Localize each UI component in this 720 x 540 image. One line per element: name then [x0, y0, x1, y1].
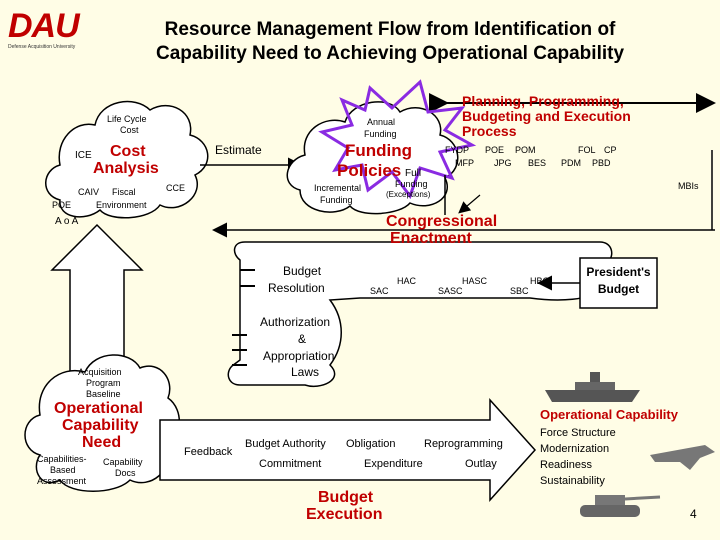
baseline-label: Baseline [86, 389, 121, 399]
operational-capability-heading: Operational Capability [540, 407, 678, 422]
caiv-label: CAIV [78, 187, 100, 197]
cba-line3: Assessment [37, 476, 87, 486]
op-cap-item-2: Modernization [540, 443, 610, 455]
budget-execution-line2: Execution [306, 506, 383, 523]
funding-policies-line1: Funding [345, 141, 413, 160]
full-label: Full [405, 168, 422, 179]
annual-funding-label: Annual [367, 117, 396, 127]
life-cycle-cost-label: Cost [120, 125, 139, 135]
page-title-line1: Resource Management Flow from Identification of [164, 19, 616, 40]
sbc-label: SBC [510, 286, 529, 296]
life-cycle-label: Life Cycle [107, 114, 147, 124]
sac-label: SAC [370, 286, 389, 296]
cba-line1: Capabilities- [37, 454, 87, 464]
budget-execution-line1: Budget [318, 489, 374, 506]
full-funding-label: Funding [395, 179, 428, 189]
cce-label: CCE [166, 183, 186, 193]
presidents-budget-line1: President's [586, 265, 651, 279]
congress-line2: Enactment [390, 230, 472, 247]
aoa-label: A o A [55, 216, 79, 227]
sasc-label: SASC [438, 286, 463, 296]
page-title-line2: Capability Need to Achieving Operational Capability [155, 43, 625, 64]
ppbe-jpg: JPG [494, 158, 512, 168]
capability-docs-line1: Capability [103, 457, 143, 467]
feedback-label: Feedback [184, 446, 233, 458]
ppbe-bes: BES [528, 158, 547, 168]
ppbe-poe: POE [485, 145, 505, 155]
ppbe-heading-line3: Process [462, 123, 517, 139]
reprogramming-label: Reprogramming [424, 438, 503, 450]
cost-analysis-line1: Cost [110, 143, 146, 160]
ppbe-mfp: MFP [455, 158, 474, 168]
ppbe-pbd: PBD [592, 158, 611, 168]
exceptions-label: (Exceptions) [386, 190, 431, 199]
operational-need-line2: Capability [62, 417, 139, 434]
operational-need-line3: Need [82, 434, 122, 451]
commitment-label: Commitment [259, 458, 322, 470]
ppbe-heading-line1: Planning, Programming, [462, 93, 624, 109]
funding-policies-line2: Policies [337, 161, 402, 180]
annual-funding-label2: Funding [364, 129, 397, 139]
hac-label: HAC [397, 276, 417, 286]
ppbe-pom: POM [515, 145, 536, 155]
incremental-funding-label: Funding [320, 195, 353, 205]
logo-mark: DAU [8, 7, 79, 45]
budget-authority-label: Budget Authority [245, 438, 326, 450]
hasc-label: HASC [462, 276, 488, 286]
ice-label: ICE [75, 150, 92, 161]
logo-subtext: Defense Acquisition University [8, 44, 76, 51]
congress-line1: Congressional [386, 213, 498, 230]
obligation-label: Obligation [346, 438, 396, 450]
poe-label: POE [52, 200, 72, 210]
page-number: 4 [690, 507, 697, 521]
cba-line2: Based [50, 465, 76, 475]
ship-icon [545, 372, 640, 402]
budget-resolution-line1: Budget [283, 264, 322, 278]
environment-label: Environment [96, 200, 147, 210]
estimate-label: Estimate [215, 143, 262, 157]
acquisition-label: Acquisition [78, 367, 122, 377]
capability-docs-line2: Docs [115, 468, 136, 478]
outlay-label: Outlay [465, 458, 497, 470]
fiscal-label: Fiscal [112, 187, 136, 197]
jet-icon [650, 445, 715, 470]
ppbe-cp: CP [604, 145, 617, 155]
operational-need-line1: Operational [54, 400, 143, 417]
auth-line1: Authorization [260, 315, 331, 329]
ppbe-pdm: PDM [561, 158, 581, 168]
auth-line3: Appropriation [263, 349, 335, 363]
program-label: Program [86, 378, 121, 388]
cost-analysis-line2: Analysis [93, 160, 159, 177]
hbc-label: HBC [530, 276, 550, 286]
ppbe-fydp: FYDP [445, 145, 470, 155]
ppbe-fol: FOL [578, 145, 596, 155]
budget-resolution-line2: Resolution [268, 281, 325, 295]
expenditure-label: Expenditure [364, 458, 423, 470]
op-cap-item-1: Force Structure [540, 427, 616, 439]
ppbe-mbis: MBIs [678, 181, 699, 191]
op-cap-item-4: Sustainability [540, 475, 605, 487]
auth-line4: Laws [291, 365, 320, 379]
auth-line2: & [298, 332, 307, 346]
presidents-budget-line2: Budget [597, 282, 640, 296]
incremental-label: Incremental [314, 183, 362, 193]
op-cap-item-3: Readiness [540, 459, 592, 471]
tank-icon [580, 495, 660, 517]
ppbe-heading-line2: Budgeting and Execution [462, 108, 631, 124]
dau-logo [8, 8, 103, 58]
